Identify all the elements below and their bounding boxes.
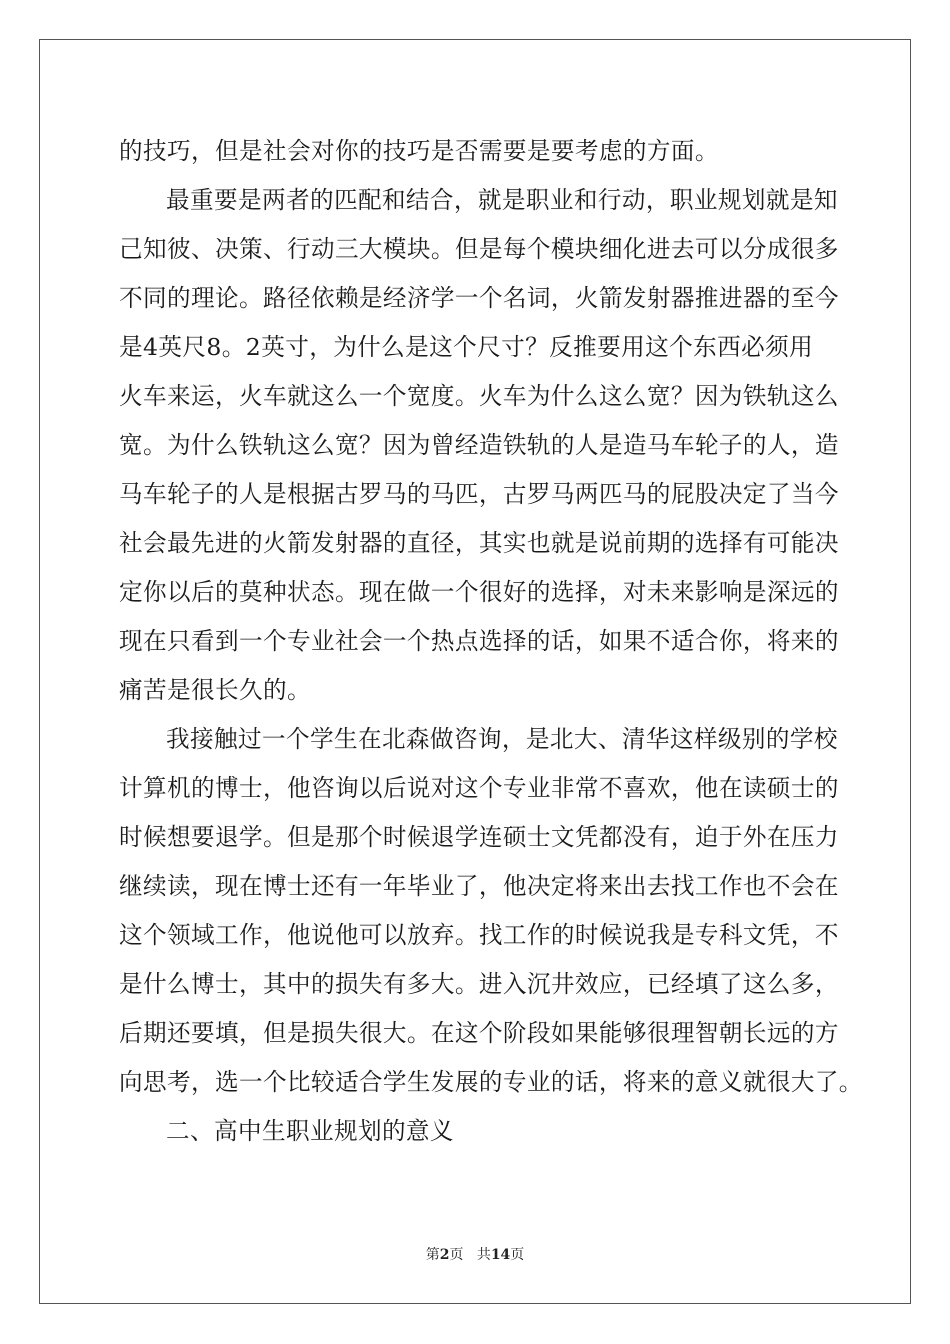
text-line: 马车轮子的人是根据古罗马的马匹，古罗马两匹马的屁股决定了当今 [119, 480, 839, 508]
text-line: 我接触过一个学生在北森做咨询，是北大、清华这样级别的学校 [166, 725, 838, 753]
section-heading: 二、高中生职业规划的意义 [166, 1117, 454, 1145]
document-body [119, 127, 863, 1156]
text-line: 时候想要退学。但是那个时候退学连硕士文凭都没有，迫于外在压力 [119, 823, 839, 851]
page-footer [0, 1244, 950, 1264]
text-line: 不同的理论。路径依赖是经济学一个名词，火箭发射器推进器的至今 [119, 284, 839, 312]
text-line: 社会最先进的火箭发射器的直径，其实也就是说前期的选择有可能决 [119, 529, 839, 557]
text-line: 己知彼、决策、行动三大模块。但是每个模块细化进去可以分成很多 [119, 235, 839, 263]
text-line: 的技巧，但是社会对你的技巧是否需要是要考虑的方面。 [119, 137, 719, 165]
total-suffix: 页 [510, 1247, 525, 1263]
text-line: 向思考，选一个比较适合学生发展的专业的话，将来的意义就很大了。 [119, 1068, 863, 1096]
page-prefix: 第 [425, 1247, 440, 1263]
page-number: 2 [439, 1247, 450, 1263]
text-line: 宽。为什么铁轨这么宽？因为曾经造铁轨的人是造马车轮子的人，造 [119, 431, 839, 459]
text-line: 定你以后的莫种状态。现在做一个很好的选择，对未来影响是深远的 [119, 578, 839, 606]
total-prefix: 共 [476, 1247, 491, 1263]
text-line: 火车来运，火车就这么一个宽度。火车为什么这么宽？因为铁轨这么 [119, 382, 839, 410]
page-suffix: 页 [449, 1247, 464, 1263]
text-line: 痛苦是很长久的。 [119, 676, 311, 704]
text-line: 最重要是两者的匹配和结合，就是职业和行动，职业规划就是知 [166, 186, 838, 214]
text-line: 计算机的博士，他咨询以后说对这个专业非常不喜欢，他在读硕士的 [119, 774, 839, 802]
text-line: 后期还要填，但是损失很大。在这个阶段如果能够很理智朝长远的方 [119, 1019, 839, 1047]
text-line: 是4英尺8。2英寸，为什么是这个尺寸？反推要用这个东西必须用 [119, 333, 814, 361]
text-line: 现在只看到一个专业社会一个热点选择的话，如果不适合你，将来的 [119, 627, 839, 655]
text-line: 是什么博士，其中的损失有多大。进入沉井效应，已经填了这么多， [119, 970, 839, 998]
text-line: 继续读，现在博士还有一年毕业了，他决定将来出去找工作也不会在 [119, 872, 839, 900]
total-pages: 14 [490, 1247, 511, 1263]
text-line: 这个领域工作，他说他可以放弃。找工作的时候说我是专科文凭，不 [119, 921, 839, 949]
